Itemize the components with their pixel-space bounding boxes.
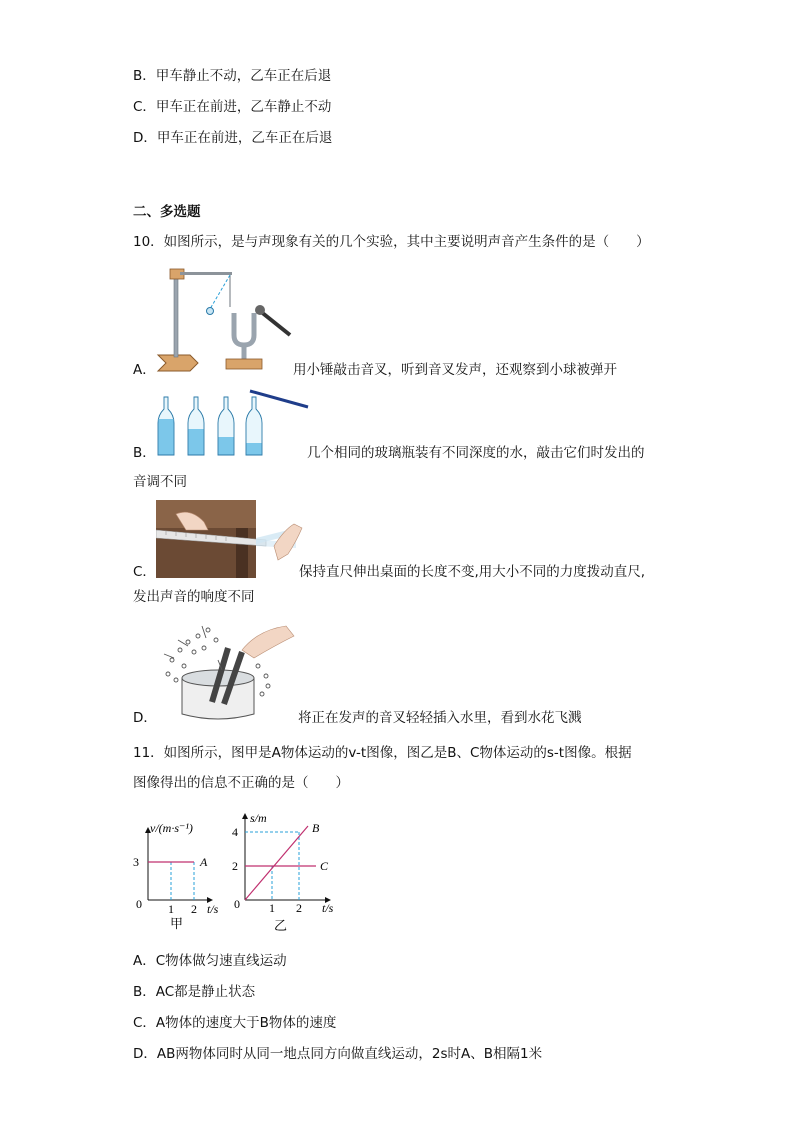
q10-option-d-letter: D．: [133, 710, 157, 726]
section-title: 二、多选题: [133, 204, 201, 220]
graph-yi: [228, 806, 348, 940]
q11-stem-line1: 11．如图所示，图甲是A物体运动的v-t图像，图乙是B、C物体运动的s-t图像。根据: [133, 745, 632, 761]
graph-jia-xtick-1: 1: [168, 902, 174, 916]
q10-option-c-letter: C．: [133, 564, 156, 580]
q11-option-d: D．AB两物体同时从同一地点同方向做直线运动，2s时A、B相隔1米: [133, 1046, 543, 1062]
graph-yi-xlabel: t/s: [322, 901, 334, 915]
q11-option-a: A．C物体做匀速直线运动: [133, 953, 287, 969]
q10-option-d-text: 将正在发声的音叉轻轻插入水里，看到水花飞溅: [298, 710, 582, 726]
tuning-fork-pendulum-figure: [150, 263, 300, 379]
graph-yi-ylabel: s/m: [250, 811, 267, 825]
graph-yi-ytick-4: 4: [232, 825, 238, 839]
graph-yi-caption: 乙: [274, 919, 288, 934]
q10-option-b-text-cont: 音调不同: [133, 474, 187, 490]
graph-yi-series-label-b: B: [312, 821, 320, 835]
q9-option-b: B．甲车静止不动，乙车正在后退: [133, 68, 332, 84]
q10-option-b-text: 几个相同的玻璃瓶装有不同深度的水，敲击它们时发出的: [307, 445, 645, 461]
q10-option-c-text: 保持直尺伸出桌面的长度不变,用大小不同的力度拨动直尺,: [299, 564, 646, 580]
graph-jia: [130, 812, 230, 940]
graph-yi-xtick-1: 1: [269, 901, 275, 915]
water-bottles-figure: [152, 385, 312, 464]
q10-option-a-text: 用小锤敲击音叉，听到音叉发声，还观察到小球被弹开: [293, 362, 617, 378]
graph-jia-ytick-3: 3: [133, 855, 139, 869]
q10-option-c-text-cont: 发出声音的响度不同: [133, 589, 255, 605]
q9-option-c: C．甲车正在前进，乙车静止不动: [133, 99, 332, 115]
graph-yi-origin: 0: [234, 897, 240, 911]
graph-jia-xlabel: t/s: [207, 902, 219, 916]
graph-jia-ylabel: v/(m·s⁻¹): [150, 821, 193, 835]
q10-option-b-letter: B．: [133, 445, 156, 461]
graph-jia-caption: 甲: [170, 917, 184, 932]
ruler-desk-figure: [156, 500, 306, 582]
graph-jia-xtick-2: 2: [191, 902, 197, 916]
q11-stem-line2: 图像得出的信息不正确的是（ ）: [133, 775, 349, 791]
q10-option-a-letter: A．: [133, 362, 156, 378]
graph-jia-origin: 0: [136, 897, 142, 911]
q11-option-c: C．A物体的速度大于B物体的速度: [133, 1015, 337, 1031]
q10-stem: 10．如图所示，是与声现象有关的几个实验，其中主要说明声音产生条件的是（ ）: [133, 234, 650, 250]
graph-yi-ytick-2: 2: [232, 859, 238, 873]
graph-yi-xtick-2: 2: [296, 901, 302, 915]
tuning-fork-water-figure: [158, 620, 298, 728]
graph-yi-series-label-c: C: [320, 859, 329, 873]
graph-jia-series-label: A: [200, 855, 208, 869]
q11-option-b: B．AC都是静止状态: [133, 984, 256, 1000]
q9-option-d: D．甲车正在前进，乙车正在后退: [133, 130, 333, 146]
